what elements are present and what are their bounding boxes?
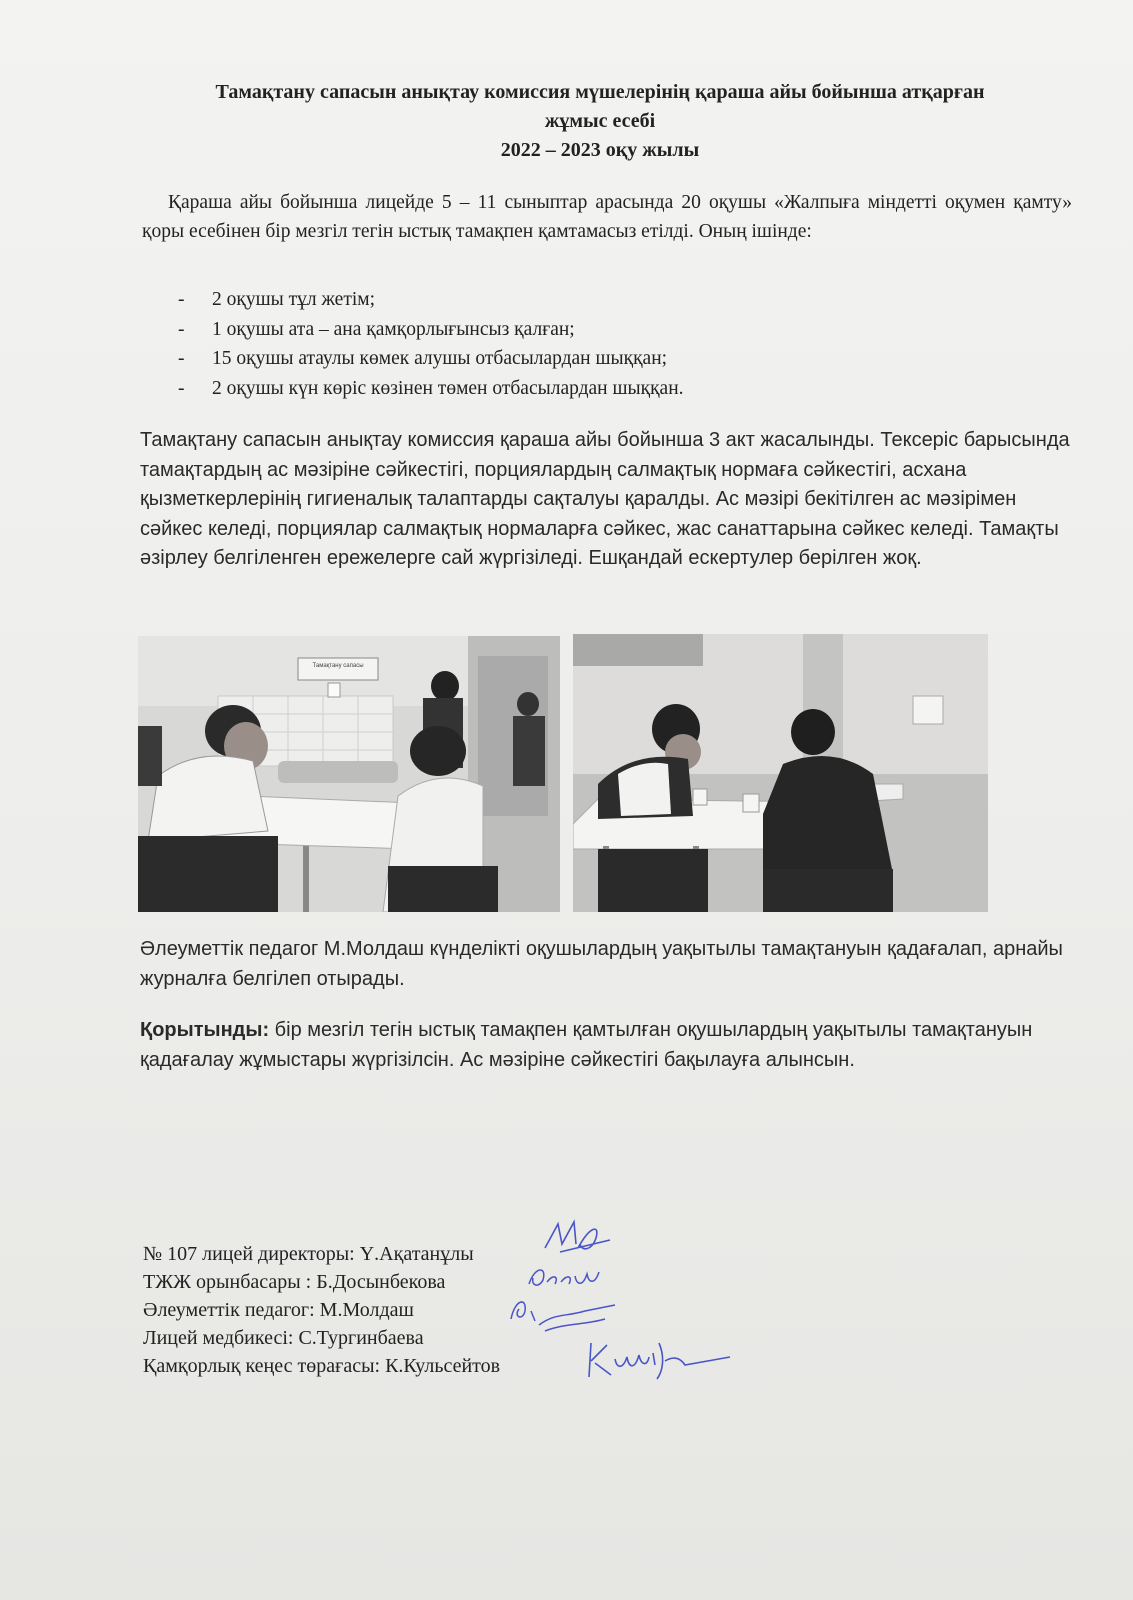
- canteen-photo-right: [573, 634, 988, 912]
- signature-list: [143, 1240, 500, 1380]
- inspection-paragraph: Тамақтану сапасын анықтау комиссия қараша айы бойынша 3 акт жасалынды. Тексеріс барысында тамақтардың ас мәзіріне сәйкестігі, порциялардың салмақтық нормаға сәйкестігі, асхана қызметкерлерінің гигиеналық талаптарды сақталуы қаралды. Ас мәзірі бекітілген ас мәзірімен сәйкес келеді, порциялар салмақтық нормаларға сәйкес, жас санаттарына сәйкес келеді. Тамақты әзірлеу белгіленген ережелерге сай жүргізіледі. Ешқандай ескертулер берілген жоқ.: [140, 429, 1070, 569]
- list-item: - 15 оқушы атаулы көмек алушы отбасылардан шыққан;: [178, 344, 684, 374]
- conclusion-paragraph: [140, 1016, 1070, 1075]
- social-pedagogue-signature: [505, 1295, 625, 1335]
- student-category-list: [178, 285, 684, 403]
- list-item: - 2 оқушы күн көріс көзінен төмен отбасылардан шыққан.: [178, 374, 684, 404]
- title-line-3: 2022 – 2023 оқу жылы: [500, 139, 700, 161]
- title-line-1: Тамақтану сапасын анықтау комиссия мүшелерінің қараша айы бойынша атқарған: [215, 81, 985, 103]
- signature-line-social-pedagogue: Әлеуметтік педагог: М.Молдаш: [143, 1299, 414, 1321]
- intro-paragraph: Қараша айы бойынша лицейде 5 – 11 сыныптар арасында 20 оқушы «Жалпыға міндетті оқумен қамту» қоры есебінен бір мезгіл тегін ыстық тамақпен қамтамасыз етілді. Оның ішінде:: [142, 192, 1072, 242]
- photo-wall-sign: Тамақтану сапасы: [312, 663, 364, 669]
- signature-line-deputy: ТЖЖ орынбасары : Б.Досынбекова: [143, 1271, 446, 1293]
- conclusion-label: Қорытынды:: [140, 1019, 270, 1041]
- signature-line-director: № 107 лицей директоры: Ү.Ақатанұлы: [143, 1243, 474, 1265]
- list-item: - 1 оқушы ата – ана қамқорлығынсыз қалған;: [178, 315, 684, 345]
- document-title: [140, 78, 1060, 165]
- signature-line-council-chair: Қамқорлық кеңес төрағасы: К.Кульсейтов: [143, 1355, 501, 1377]
- deputy-signature: [525, 1262, 605, 1292]
- conclusion-text: бір мезгіл тегін ыстық тамақпен қамтылған оқушылардың уақытылы тамақтануын қадағалау жұмыстары жүргізілсін. Ас мәзіріне сәйкестігі бақылауға алынсын.: [140, 1019, 1033, 1071]
- social-pedagogue-paragraph: Әлеуметтік педагог М.Молдаш күнделікті оқушылардың уақытылы тамақтануын қадағалап, арнайы журналға белгілеп отырады.: [140, 938, 1063, 990]
- director-signature: [540, 1218, 620, 1258]
- canteen-photo-left: [138, 636, 560, 912]
- title-line-2: жұмыс есебі: [544, 110, 656, 132]
- list-item: - 2 оқушы тұл жетім;: [178, 285, 684, 315]
- signature-line-nurse: Лицей медбикесі: С.Тургинбаева: [143, 1327, 424, 1349]
- council-chair-signature: [585, 1335, 735, 1385]
